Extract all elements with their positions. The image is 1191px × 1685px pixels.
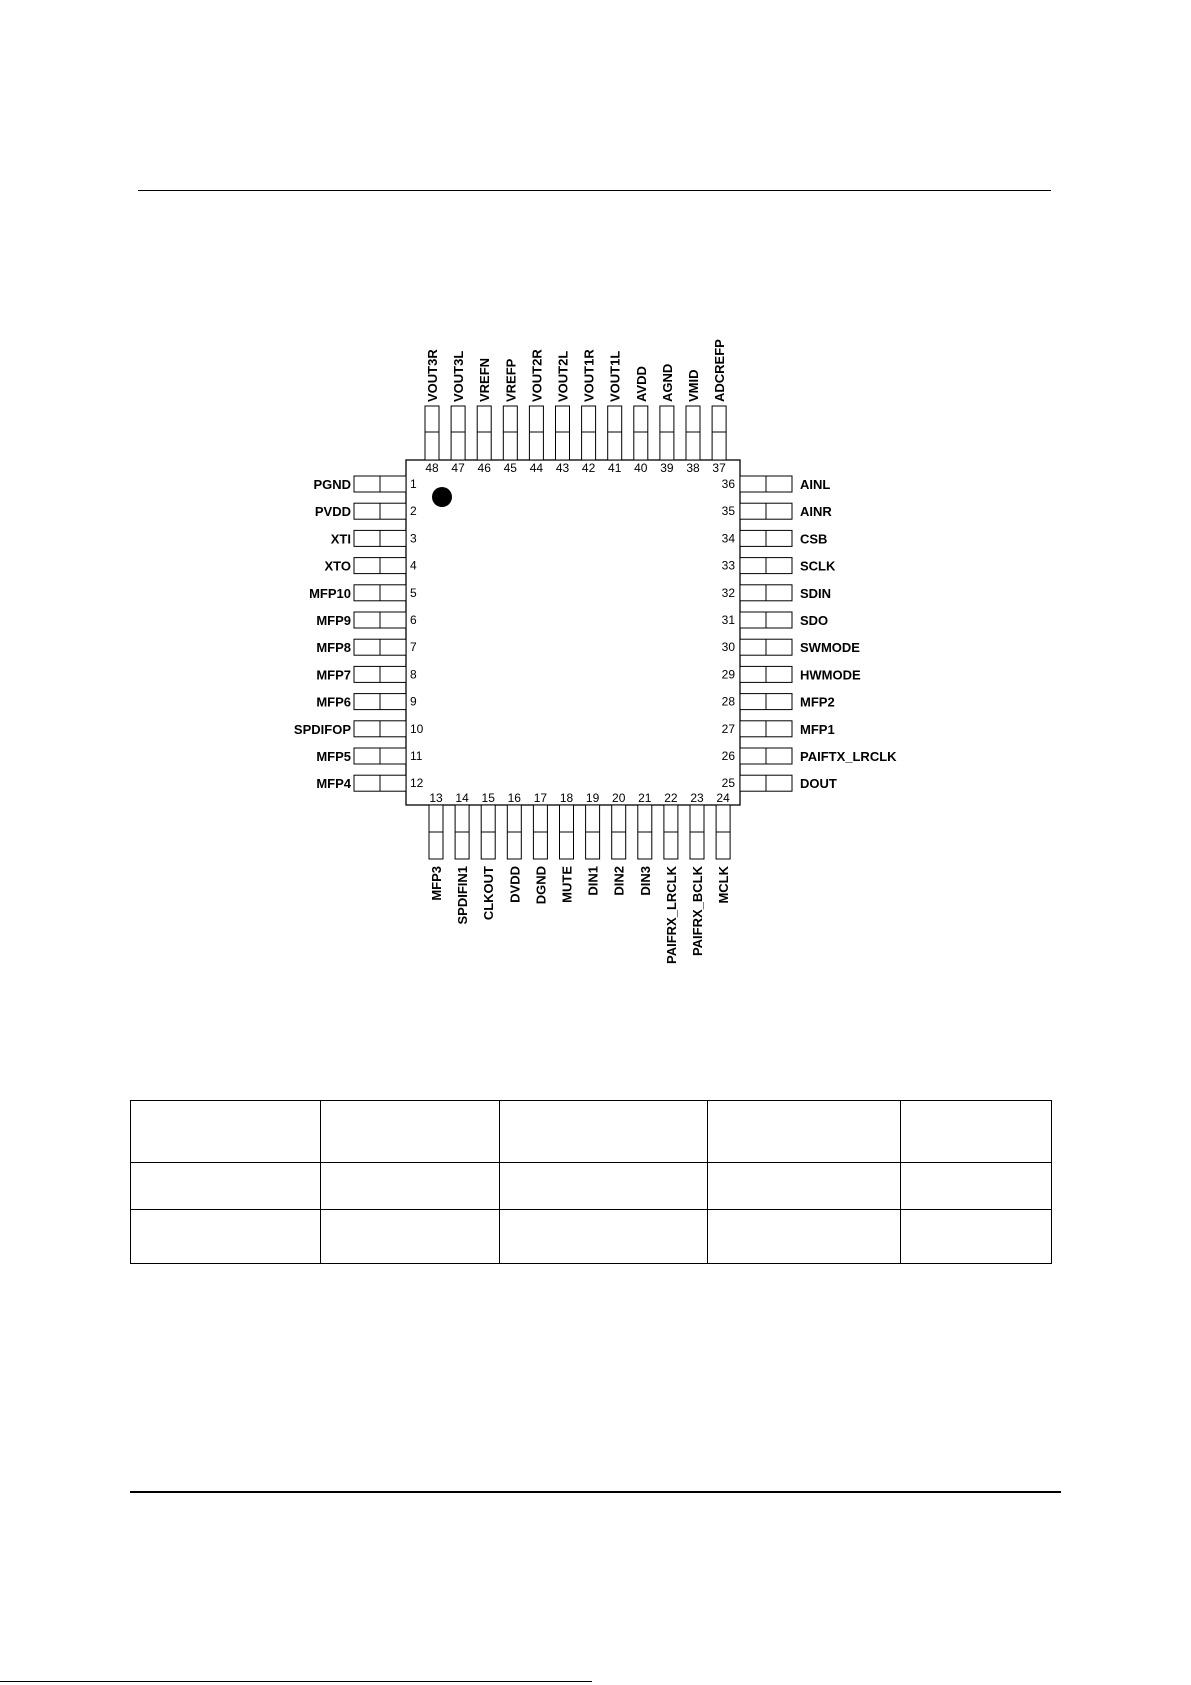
pin-number: 15 bbox=[481, 791, 495, 805]
pin-number: 29 bbox=[721, 667, 735, 682]
table-cell bbox=[708, 1210, 901, 1264]
pin-name: SCLK bbox=[800, 558, 836, 574]
pin-name: PGND bbox=[313, 477, 351, 492]
pin-number: 40 bbox=[634, 461, 648, 475]
table-cell bbox=[901, 1101, 1052, 1163]
pin-number: 17 bbox=[533, 791, 548, 805]
pin-name: VOUT1L bbox=[607, 350, 623, 402]
pin-name: MFP5 bbox=[316, 749, 351, 764]
pin-38 bbox=[686, 370, 701, 476]
pin-41 bbox=[608, 351, 623, 475]
pin-name: PAIFRX_LRCLK bbox=[663, 866, 679, 964]
pin-pad bbox=[634, 406, 648, 460]
table-cell bbox=[321, 1163, 500, 1210]
pin-name: MFP8 bbox=[316, 640, 351, 656]
pin-43 bbox=[556, 351, 571, 475]
pin-26 bbox=[722, 748, 898, 764]
pin-number: 42 bbox=[581, 461, 596, 475]
pin-name: PAIFRX_BCLK bbox=[690, 866, 705, 957]
table-cell bbox=[901, 1210, 1052, 1264]
pin-number: 22 bbox=[664, 791, 678, 805]
pin-name: HWMODE bbox=[800, 667, 861, 683]
pin-number: 8 bbox=[410, 667, 417, 682]
pin-5 bbox=[309, 585, 417, 601]
pin-name: SWMODE bbox=[800, 640, 860, 656]
pin-name: MUTE bbox=[559, 866, 575, 903]
pin-number: 32 bbox=[721, 585, 735, 600]
table-cell bbox=[708, 1101, 901, 1163]
pin-number: 9 bbox=[410, 694, 417, 709]
pin-number: 23 bbox=[690, 791, 704, 805]
pin-40 bbox=[634, 366, 649, 475]
pin-name: CSB bbox=[800, 531, 828, 547]
pin-name: ADCREFP bbox=[712, 339, 728, 402]
pin-pad bbox=[477, 406, 491, 460]
pin1-marker-dot bbox=[432, 487, 452, 507]
pin-number: 20 bbox=[612, 791, 626, 805]
pin-number: 39 bbox=[660, 461, 674, 475]
pin-number: 24 bbox=[716, 791, 730, 805]
pin-9 bbox=[316, 694, 417, 710]
pin-name: VREFN bbox=[477, 357, 493, 402]
pin-20 bbox=[612, 791, 627, 896]
pin-name: DOUT bbox=[800, 776, 837, 792]
pin-number: 28 bbox=[721, 694, 735, 709]
pin-number: 35 bbox=[721, 504, 735, 519]
pin-name: SDIN bbox=[800, 585, 832, 601]
table-cell bbox=[500, 1210, 708, 1264]
pin-name: AINR bbox=[800, 504, 832, 520]
pin-number: 21 bbox=[638, 791, 652, 805]
pin-pad bbox=[582, 406, 596, 460]
table-cell bbox=[500, 1163, 708, 1210]
pin-name: MFP6 bbox=[316, 694, 351, 710]
pin-16 bbox=[507, 791, 522, 903]
pin-name: XTO bbox=[324, 558, 351, 574]
pin-name: VREFP bbox=[503, 358, 519, 402]
pin-name: AINL bbox=[800, 477, 831, 492]
pin-21 bbox=[638, 791, 653, 896]
pin-number: 5 bbox=[410, 585, 417, 600]
footer-rule bbox=[130, 1491, 1061, 1493]
pin-number: 47 bbox=[451, 461, 465, 475]
pin-19 bbox=[586, 791, 601, 896]
pin-name: DVDD bbox=[507, 866, 523, 903]
pin-name: PVDD bbox=[314, 504, 351, 520]
table-cell bbox=[131, 1163, 321, 1210]
pin-number: 14 bbox=[455, 791, 469, 805]
pin-number: 43 bbox=[555, 461, 570, 475]
pin-13 bbox=[429, 791, 444, 901]
pin-name: MFP1 bbox=[800, 721, 835, 737]
pin-number: 18 bbox=[559, 791, 574, 805]
pin-number: 31 bbox=[721, 613, 735, 627]
table-cell bbox=[500, 1101, 708, 1163]
pin-15 bbox=[481, 791, 496, 920]
pin-47 bbox=[451, 351, 466, 475]
pin-number: 19 bbox=[585, 791, 600, 805]
pin-pad bbox=[503, 406, 517, 460]
table-row bbox=[131, 1101, 1052, 1163]
pin-number: 34 bbox=[721, 531, 735, 546]
pin-number: 37 bbox=[712, 461, 726, 475]
pin-7 bbox=[316, 639, 417, 655]
pin-number: 30 bbox=[721, 640, 735, 655]
pin-table bbox=[130, 1100, 1052, 1264]
pin-name: SPDIFIN1 bbox=[455, 866, 471, 925]
chip-body bbox=[406, 460, 740, 805]
pin-name: VMID bbox=[686, 369, 701, 402]
pin-pad bbox=[712, 406, 726, 460]
pin-name: MFP3 bbox=[429, 866, 444, 901]
pin-number: 41 bbox=[608, 461, 622, 475]
pin-name: VOUT1R bbox=[581, 349, 597, 402]
pin-pad bbox=[529, 406, 543, 460]
pin-name: SPDIFOP bbox=[293, 721, 351, 737]
pin-name: CLKOUT bbox=[481, 866, 497, 921]
pin-number: 38 bbox=[686, 461, 700, 475]
pin-name: PAIFTX_LRCLK bbox=[800, 749, 897, 764]
pin-name: VOUT2L bbox=[555, 350, 571, 402]
pin-name: MFP10 bbox=[309, 585, 351, 601]
pin-number: 10 bbox=[410, 721, 424, 736]
pin-pad bbox=[608, 406, 622, 460]
pin-pad bbox=[686, 406, 700, 460]
pin-number: 48 bbox=[425, 461, 439, 475]
table-cell bbox=[131, 1101, 321, 1163]
pin-name: SDO bbox=[800, 613, 829, 628]
table-cell bbox=[321, 1101, 500, 1163]
pin-42 bbox=[582, 349, 597, 475]
pin-23 bbox=[690, 791, 705, 956]
table-row bbox=[131, 1163, 1052, 1210]
pin-pad bbox=[425, 406, 439, 460]
table-cell bbox=[131, 1210, 321, 1264]
pin-pad bbox=[451, 406, 465, 460]
pin-number: 46 bbox=[477, 461, 491, 475]
pin-number: 12 bbox=[410, 776, 424, 791]
pin-pad bbox=[556, 406, 570, 460]
pin-45 bbox=[503, 358, 518, 475]
pin-number: 6 bbox=[410, 613, 417, 627]
pin-pad bbox=[660, 406, 674, 460]
pin-14 bbox=[455, 791, 470, 925]
pin-48 bbox=[425, 349, 440, 475]
pin-number: 26 bbox=[721, 749, 735, 763]
pin-name: MFP7 bbox=[316, 667, 351, 683]
pin-10 bbox=[294, 721, 424, 737]
pin-39 bbox=[660, 364, 675, 475]
pin-name: XTI bbox=[330, 531, 351, 547]
pin-number: 33 bbox=[721, 558, 735, 573]
pin-number: 2 bbox=[410, 504, 417, 519]
pin-number: 4 bbox=[410, 558, 417, 573]
pin-name: DIN2 bbox=[611, 866, 627, 896]
table-cell bbox=[901, 1163, 1052, 1210]
pin-46 bbox=[477, 358, 492, 475]
pin-name: VOUT3L bbox=[451, 350, 467, 402]
pin-29 bbox=[722, 666, 861, 682]
pin-3 bbox=[331, 530, 417, 546]
pin-number: 45 bbox=[503, 461, 517, 475]
pin-number: 25 bbox=[721, 776, 735, 791]
pin-number: 13 bbox=[429, 791, 443, 805]
table-cell bbox=[321, 1210, 500, 1264]
pin-2 bbox=[315, 503, 417, 519]
pin-8 bbox=[316, 666, 417, 682]
pin-name: AVDD bbox=[633, 366, 649, 402]
table-row bbox=[131, 1210, 1052, 1264]
pin-17 bbox=[533, 791, 548, 904]
pin-name: DIN1 bbox=[585, 866, 601, 896]
pin-30 bbox=[722, 639, 861, 655]
pin-name: DIN3 bbox=[637, 866, 653, 896]
pin-name: DGND bbox=[533, 866, 549, 905]
pin-22 bbox=[664, 791, 679, 964]
pin-18 bbox=[560, 791, 575, 903]
pin-44 bbox=[529, 349, 544, 475]
pin-name: MFP9 bbox=[316, 613, 351, 628]
bottom-edge-rule bbox=[0, 1681, 592, 1682]
pin-name: VOUT2R bbox=[529, 349, 545, 402]
pin-name: AGND bbox=[659, 363, 675, 402]
pin-number: 3 bbox=[410, 531, 417, 546]
pin-number: 1 bbox=[410, 477, 417, 491]
pin-number: 16 bbox=[507, 791, 521, 805]
pin-number: 27 bbox=[721, 721, 735, 736]
pin-24 bbox=[716, 791, 731, 904]
pin-number: 36 bbox=[721, 477, 735, 491]
pin-6 bbox=[316, 612, 417, 628]
table-cell bbox=[708, 1163, 901, 1210]
pin-name: MFP2 bbox=[800, 694, 835, 710]
pin-number: 7 bbox=[410, 640, 417, 655]
pin-37 bbox=[712, 339, 727, 475]
pin-number: 44 bbox=[529, 461, 544, 475]
pin-number: 11 bbox=[410, 749, 423, 763]
pin-name: MFP4 bbox=[316, 776, 351, 792]
pin-name: VOUT3R bbox=[425, 349, 440, 402]
pin-name: MCLK bbox=[716, 866, 732, 904]
pin-1 bbox=[313, 476, 417, 492]
pin-4 bbox=[325, 558, 418, 574]
